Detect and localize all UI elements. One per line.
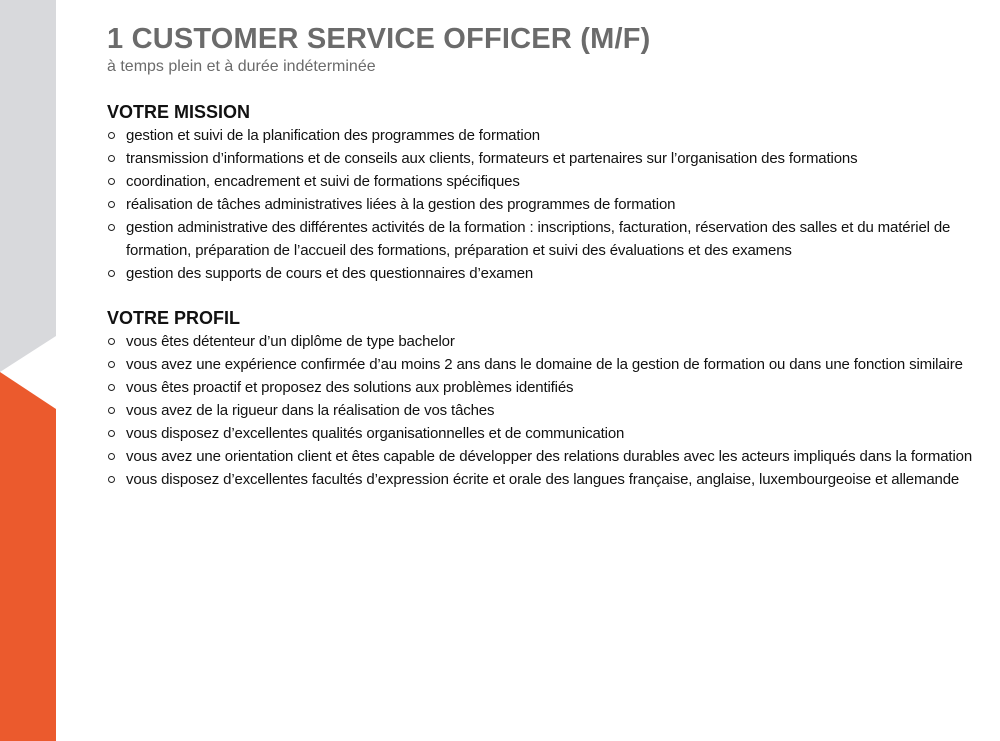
mission-item (107, 262, 987, 285)
mission-heading: VOTRE MISSION (107, 102, 251, 122)
circle-bullet-icon (108, 178, 115, 185)
circle-bullet-icon (108, 201, 115, 208)
mission-item-text: gestion des supports de cours et des questionnaires d’examen (126, 265, 534, 282)
circle-bullet-icon (108, 430, 115, 437)
job-posting (107, 20, 987, 491)
circle-bullet-icon (108, 361, 115, 368)
circle-bullet-icon (108, 270, 115, 277)
profil-item (107, 330, 987, 353)
mission-item-text: gestion et suivi de la planification des programmes de formation (126, 127, 540, 144)
mission-item-text: réalisation de tâches administratives liées à la gestion des programmes de formation (126, 196, 676, 213)
job-subtitle: à temps plein et à durée indéterminée (107, 58, 376, 75)
profil-item (107, 399, 987, 422)
profil-item (107, 468, 987, 491)
profil-item-text: vous avez une expérience confirmée d’au moins 2 ans dans le domaine de la gestion de formation ou dans une fonction similaire (126, 356, 963, 373)
profil-item-text: vous êtes proactif et proposez des solutions aux problèmes identifiés (126, 379, 574, 396)
circle-bullet-icon (108, 155, 115, 162)
circle-bullet-icon (108, 453, 115, 460)
grey-band-shape (0, 0, 56, 372)
mission-item (107, 216, 987, 262)
profil-item (107, 422, 987, 445)
profil-item (107, 353, 987, 376)
mission-item-text: transmission d’informations et de conseils aux clients, formateurs et partenaires sur l’organisation des formations (126, 150, 858, 167)
mission-item-text: gestion administrative des différentes activités de la formation : inscriptions, facturation, réservation des salles et du matériel de formation, préparation de l’accueil des formations, préparation et suivi des évaluations et des examens (126, 219, 951, 259)
profil-item-text: vous disposez d’excellentes facultés d’expression écrite et orale des langues française, anglaise, luxembourgeoise et allemande (126, 471, 960, 488)
mission-item (107, 147, 987, 170)
mission-list (107, 124, 987, 285)
profil-list (107, 330, 987, 491)
circle-bullet-icon (108, 224, 115, 231)
orange-band-shape (0, 372, 56, 741)
mission-item (107, 193, 987, 216)
mission-item (107, 124, 987, 147)
profil-item-text: vous êtes détenteur d’un diplôme de type bachelor (126, 333, 455, 350)
mission-item-text: coordination, encadrement et suivi de formations spécifiques (126, 173, 520, 190)
profil-item-text: vous disposez d’excellentes qualités organisationnelles et de communication (126, 425, 625, 442)
profil-item (107, 376, 987, 399)
mission-item (107, 170, 987, 193)
circle-bullet-icon (108, 384, 115, 391)
profil-item (107, 445, 987, 468)
profil-item-text: vous avez de la rigueur dans la réalisation de vos tâches (126, 402, 495, 419)
job-title: 1 CUSTOMER SERVICE OFFICER (M/F) (107, 23, 651, 55)
decorative-side-band (0, 0, 56, 741)
profil-heading: VOTRE PROFIL (107, 308, 241, 328)
profil-item-text: vous avez une orientation client et êtes capable de développer des relations durables avec les acteurs impliqués dans la formation (126, 448, 973, 465)
circle-bullet-icon (108, 132, 115, 139)
circle-bullet-icon (108, 338, 115, 345)
circle-bullet-icon (108, 407, 115, 414)
circle-bullet-icon (108, 476, 115, 483)
